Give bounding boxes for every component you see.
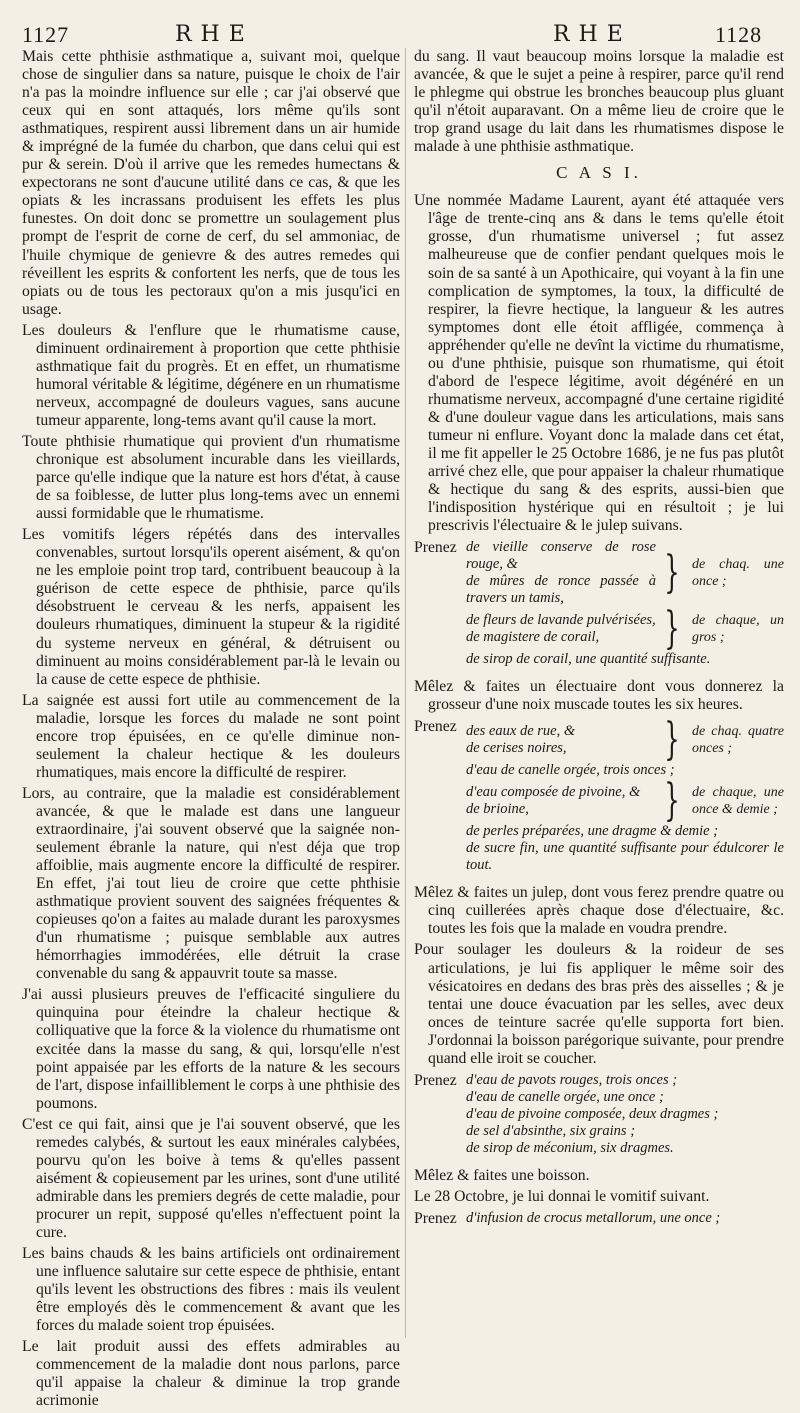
- paragraph: Le 28 Octobre, je lui donnai le vomitif suivant.: [414, 1187, 710, 1205]
- ingredient-group: [466, 539, 784, 607]
- column-divider: [405, 48, 406, 1338]
- ingredient: d'eau de pivoine composée, deux dragmes ;: [466, 1105, 719, 1122]
- ingredient: d'infusion de crocus metallorum, une once ;: [466, 1209, 721, 1226]
- ingredient: de sirop de méconium, six dragmes.: [466, 1139, 674, 1156]
- ingredient: d'eau de canelle orgée, trois onces ;: [466, 762, 675, 779]
- paragraph: Mêlez & faites un électuaire dont vous donnerez la grosseur d'une noix muscade toutes les six heures.: [414, 678, 784, 714]
- paragraph: Mais cette phthisie asthmatique a, suivant moi, quelque chose de singulier dans sa nature, puisque le choix de l'air n'a pas la moindre influence sur elle ; car j'ai observé que ceux qui en sont attaqués, lors même qu'ils sont asthmatiques, respirent aussi librement dans un air humide & imprégné de la fumée du charbon, que dans celui qui est pur & serein. D'où il arrive que les remedes humectans & expectorans ne sont d'aucune utilité dans ce cas, & que les opiats & les incrassans produisent les effets les plus funestes. On doit donc se promettre un soulagement plus prompt de l'esprit de corne de cerf, du sel ammoniac, de l'huile chymique de genievre & des autres remedes qui réveillent les esprits & confortent les nerfs, que de tous les opiats ou de tous les pectoraux qu'on a mis jusqu'ici en usage.: [22, 48, 400, 318]
- right-page-number: 1128: [715, 22, 763, 47]
- brace-icon: }: [664, 714, 680, 766]
- ingredient: de perles préparées, une dragme & demie ;: [466, 823, 719, 840]
- left-page-number: 1127: [22, 22, 70, 47]
- dose: de chaq. quatre onces ;: [692, 724, 784, 757]
- case-title: C A S I.: [556, 163, 642, 183]
- ingredient: de sirop de corail, une quantité suffisante.: [466, 651, 711, 668]
- prescription-label: Prenez: [414, 1209, 457, 1227]
- ingredient: d'eau de pavots rouges, trois onces ;: [466, 1071, 678, 1088]
- prescription-label: Prenez: [414, 539, 457, 557]
- prescription-label: Prenez: [414, 718, 457, 736]
- ingredient: de fleurs de lavande pulvérisées,: [466, 612, 656, 629]
- ingredient: de cerises noires,: [466, 740, 567, 757]
- paragraph: Pour soulager les douleurs & la roideur de ses articulations, je lui fis appliquer le même soir des vésicatoires en dedans des bras près des aisselles ; & je tentai une douce évacuation par les selles, avec deux onces de teinture sacrée qu'elle supporta fort bien. J'ordonnai la boisson parégorique suivante, pour prendre quand elle iroit se coucher.: [414, 941, 784, 1067]
- right-running-head: R H E: [553, 22, 624, 47]
- paragraph: Toute phthisie rhumatique qui provient d'un rhumatisme chronique est absolument incurable dans les vieillards, parce qu'elle indique que la nature est hors d'état, à cause de sa foiblesse, de lutter plus long-tems avec un ennemi aussi formidable que le rhumatisme.: [22, 432, 400, 523]
- left-column: [22, 48, 400, 1413]
- ingredient-group: [466, 714, 784, 766]
- paragraph: C'est ce qui fait, ainsi que je l'ai souvent observé, que les remedes calybés, & surtout les eaux minérales calybées, pourvu qu'on les boive à tems & qu'elles passent aisément & copieusement par les urines, sont d'une utilité admirable dans les premiers degrés de cette maladie, pour procurer un repit, supposé qu'elles n'effectuent point la cure.: [22, 1115, 400, 1241]
- ingredient: des eaux de rue, &: [466, 723, 576, 740]
- brace-icon: }: [664, 603, 680, 655]
- brace-icon: }: [664, 547, 680, 599]
- prescription-label: Prenez: [414, 1071, 457, 1089]
- dose: de chaque, une once & demie ;: [692, 785, 784, 818]
- prescription-3: [414, 1072, 784, 1157]
- paragraph: Les douleurs & l'enflure que le rhumatisme cause, diminuent ordinairement à proportion que cette phthisie asthmatique fait du progrès. Et en effet, un rhumatisme humoral véritable & légitime, dégénere en un rhumatisme nerveux, accompagné de douleurs vagues, sans aucune tumeur apparente, long-tems avant qu'il cause la mort.: [22, 321, 400, 429]
- paragraph: Le lait produit aussi des effets admirables au commencement de la maladie dont nous parlons, parce qu'il appaise la chaleur & diminue la trop grande acrimonie: [22, 1338, 400, 1410]
- ingredient: de brioine,: [466, 801, 529, 818]
- paragraph: Mêlez & faites une boisson.: [414, 1166, 590, 1184]
- ingredient-group: [466, 603, 784, 655]
- ingredient: d'eau de canelle orgée, une once ;: [466, 1088, 664, 1105]
- prescription-4: [414, 1210, 784, 1228]
- ingredient: de sucre fin, une quantité suffisante pour édulcorer le tout.: [466, 840, 784, 874]
- ingredient: de mûres de ronce passée à travers un tamis,: [466, 573, 656, 607]
- paragraph: Les vomitifs légers répétés dans des intervalles convenables, surtout lorsqu'ils operent aisément, & qu'on ne les emploie point trop tard, contribuent beaucoup à la guérison de cette espece de phthisie, parce qu'ils désobstruent le cerveau & les nerfs, appaisent les douleurs rhumatiques, diminuent la stupeur & la rigidité du systeme nerveux en général, & détruisent ou diminuent au moins considérablement par-là le levain ou la cause de cette espece de phthisie.: [22, 526, 400, 688]
- ingredient: d'eau composée de pivoine, &: [466, 784, 641, 801]
- ingredient: de magistere de corail,: [466, 629, 600, 646]
- ingredient-group: [466, 775, 784, 827]
- dose: de chaque, un gros ;: [692, 613, 784, 646]
- paragraph: Mêlez & faites un julep, dont vous ferez prendre quatre ou cinq cuillerées après chaque dose d'électuaire, &c. toutes les fois que la malade en voudra prendre.: [414, 884, 784, 938]
- paragraph: La saignée est aussi fort utile au commencement de la maladie, lorsque les forces du malade ne sont point encore trop épuisées, en ce qu'elle diminue non-seulement la chaleur hectique & les douleurs rhumatiques, mais encore la difficulté de respirer.: [22, 691, 400, 781]
- paragraph: Une nommée Madame Laurent, ayant été attaquée vers l'âge de trente-cinq ans & dans le tems qu'elle étoit grosse, d'un rhumatisme universel ; fut assez malheureuse que de confier pendant quelques mois le soin de sa santé à un Apothicaire, qui voyant à la fin une complication de symptomes, la toux, la difficulté de respirer, la fievre hectique, la langueur & les autres symptomes dont elle étoit affligée, commença à appréhender qu'elle ne devînt la victime du rhumatisme, ou d'une phthisie, puisque son rhumatisme, qui étoit d'abord de l'espece légitime, avoit dégénéré en un rhumatisme nerveux, accompagné d'une certaine rigidité & d'une douleur vague dans les articulations, mais sans tumeur ni enflure. Voyant donc la malade dans cet état, il me fit appeller le 25 Octobre 1686, je ne fus pas plutôt arrivé chez elle, que pour appaiser la chaleur rhumatique & hectique du sang & des esprits, aussi-bien que l'indisposition hystérique qui en résultoit ; je lui prescrivis l'électuaire & le julep suivans.: [414, 192, 784, 535]
- paragraph: J'ai aussi plusieurs preuves de l'efficacité singuliere du quinquina pour éteindre la chaleur hectique & colliquative que la force & la violence du rhumatisme ont excitée dans la masse du sang, & qui, lorsqu'elle n'est point appaisée par les efforts de la nature & les secours de l'art, dispose infailliblement le corps à une phthisie des poumons.: [22, 986, 400, 1112]
- dose: de chaq. une once ;: [692, 557, 784, 590]
- prescription-1: [414, 539, 784, 668]
- ingredient: de vieille conserve de rose rouge, &: [466, 539, 656, 573]
- right-column: [414, 48, 784, 1238]
- paragraph: Les bains chauds & les bains artificiels ont ordinairement une influence salutaire sur cette espece de phthisie, entant qu'ils levent les obstructions des fibres : mais ils veulent être employés dès le commencement & avant que les forces du malade soient trop épuisées.: [22, 1245, 400, 1335]
- paragraph: du sang. Il vaut beaucoup moins lorsque la maladie est avancée, & que le sujet a peine à respirer, parce qu'il rend le phlegme qui obstrue les bronches beaucoup plus gluant qu'il n'étoit auparavant. On a même lieu de croire que le trop grand usage du lait dans les rhumatismes dispose le malade à une phthisie asthmatique.: [414, 48, 784, 156]
- left-running-head: R H E: [175, 22, 246, 47]
- prescription-2: [414, 714, 784, 874]
- paragraph: Lors, au contraire, que la maladie est considérablement avancée, & que le malade est dans une langueur extraordinaire, j'ai souvent observé que la saignée non-seulement ébranle la nature, qui n'est déja que trop affoiblie, mais augmente encore la difficulté de respirer. En effet, j'ai tout lieu de croire que cette phthisie asthmatique provient souvent des saignées fréquentes & copieuses qo'on a faites au malade durant les paroxysmes d'un rhumatisme ; puisque semblable aux autres hémorrhagies immodérées, elle détruit la crase convenable du sang & appauvrit toute sa masse.: [22, 784, 400, 983]
- brace-icon: }: [664, 775, 680, 827]
- ingredient: de sel d'absinthe, six grains ;: [466, 1122, 636, 1139]
